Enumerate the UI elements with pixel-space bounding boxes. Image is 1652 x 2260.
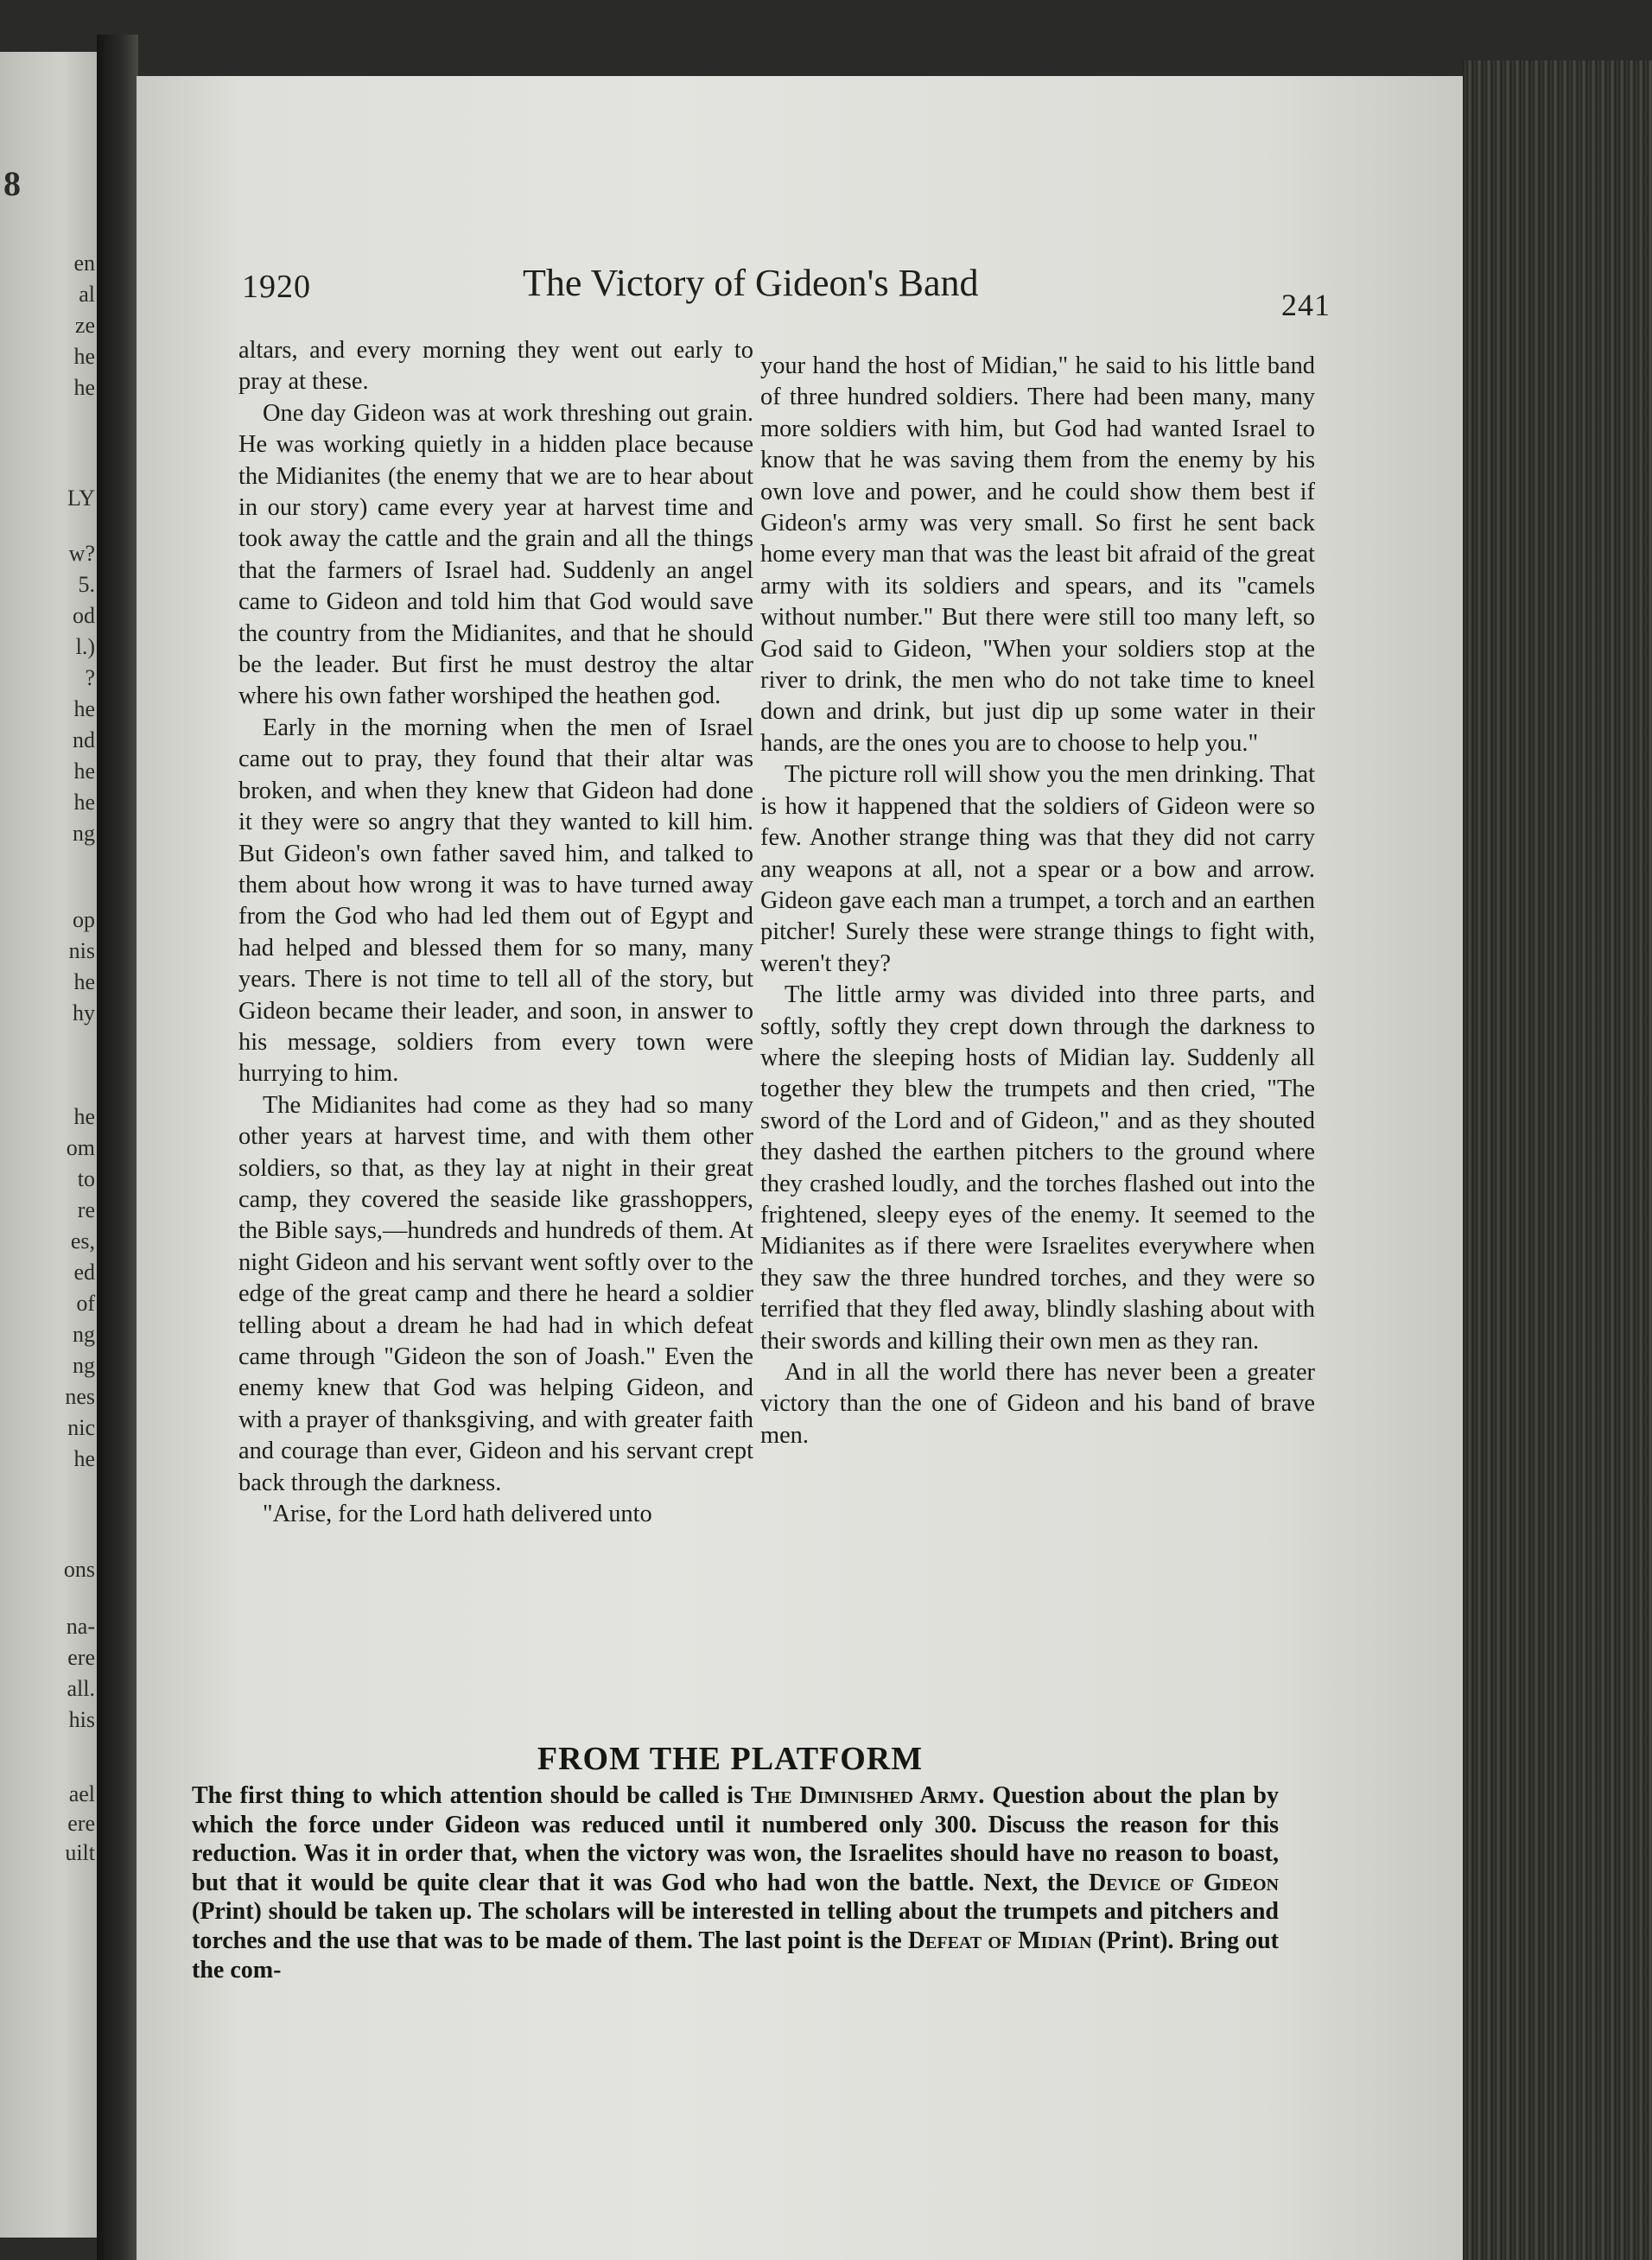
platform-text: (Print) should be taken up. The scholars will be interested in telling about the trumpets and pitchers and torches and the use that was to be made of them. The last point is the (192, 1898, 1279, 1954)
platform-text: The first thing to which attention should be called is (192, 1782, 751, 1809)
facing-page-fragment: od (73, 603, 95, 628)
facing-page-fragment: uilt (65, 1840, 95, 1865)
facing-page-fragment: of (76, 1291, 95, 1316)
small-caps-term: Defeat of Midian (907, 1927, 1092, 1954)
platform-text: (Print). Bring out the com- (192, 1927, 1280, 1984)
facing-page-fragment: nd (73, 727, 95, 752)
facing-page-fragment: om (66, 1135, 95, 1160)
facing-page-fragment: ng (73, 821, 95, 846)
facing-page-fragment: en (73, 251, 95, 276)
facing-page-fragment: he (73, 1446, 95, 1471)
facing-page-fragment: na- (66, 1614, 95, 1639)
facing-page-fragment: his (68, 1707, 95, 1732)
small-caps-term: The Diminished Army. (750, 1782, 985, 1809)
facing-page-fragment: ere (67, 1811, 95, 1836)
small-caps-term: Device of Gideon (1088, 1869, 1279, 1896)
facing-page-fragment: ng (73, 1353, 95, 1378)
facing-page-fragment: he (73, 759, 95, 784)
header-year: 1920 (242, 269, 311, 305)
facing-page-fragment: es, (70, 1228, 95, 1254)
facing-page-fragment: re (77, 1197, 95, 1222)
platform-paragraph (192, 1781, 1279, 1984)
facing-page-fragment: hy (73, 1000, 95, 1025)
facing-page-fragment: ere (67, 1645, 95, 1670)
facing-page-fragment: nes (65, 1384, 95, 1409)
header-title: The Victory of Gideon's Band (523, 262, 979, 304)
paragraph: One day Gideon was at work threshing out grain. He was working quietly in a hidden place because the Midianites (the enemy that we are to hear about in our story) came every year at harvest time and took away the cattle and the grain and all the things that the farmers of Israel had. Suddenly an angel came to Gideon and told him that God would save the country from the Midianites, and that he should be the leader. But first he must destroy the altar where his own father worshiped the heathen god. (238, 399, 753, 710)
facing-page-fragment: all. (67, 1676, 95, 1701)
facing-page-fragment: ? (85, 665, 95, 690)
facing-page-fragment: w? (68, 541, 95, 566)
facing-page-fragment: 5. (78, 572, 95, 597)
paragraph: And in all the world there has never been a greater victory than the one of Gideon and his band of brave men. (760, 1359, 1315, 1449)
paragraph: The little army was divided into three parts, and softly, softly they crept down through the darkness to where the sleeping hosts of Midian lay. Suddenly all together they blew the trumpets and then cried, "The sword of the Lord and of Gideon," and as they shouted they dashed the earthen pitchers to the ground where they crashed loudly, and the torches flashed out into the frightened, sleepy eyes of the enemy. It seemed to the Midianites as if there were Israelites everywhere when they saw the three hundred torches, and they were so terrified that they fled away, blindly slashing about with their swords and killing their own men as they ran. (760, 981, 1315, 1355)
page-edges (1463, 60, 1652, 2260)
facing-page-fragment: 8 (3, 164, 21, 203)
facing-page-fragment: al (79, 282, 95, 307)
paragraph: altars, and every morning they went out early to pray at these. (238, 337, 753, 396)
facing-page-fragment: op (73, 907, 95, 932)
paragraph: "Arise, for the Lord hath delivered unto (263, 1501, 652, 1528)
facing-page-fragment: LY (67, 486, 95, 511)
book-gutter (97, 35, 138, 2260)
section-heading: FROM THE PLATFORM (537, 1741, 924, 1777)
facing-page-fragment: l.) (75, 634, 95, 659)
facing-page-fragment: he (73, 375, 95, 400)
facing-page-fragment: ed (73, 1260, 95, 1285)
running-header (242, 259, 1331, 322)
page-number: 241 (1281, 288, 1331, 322)
facing-page-fragment: nic (67, 1415, 95, 1440)
facing-page-fragment: ael (68, 1781, 95, 1806)
facing-page-fragment: nis (68, 938, 95, 963)
facing-page-fragment: he (73, 1104, 95, 1129)
facing-page-fragment: ng (73, 1322, 95, 1347)
facing-page-fragment: ze (74, 313, 95, 338)
left-column (238, 335, 753, 1530)
paragraph: Early in the morning when the men of Israel came out to pray, they found that their altar was broken, and when they knew that Gideon had done it they were so angry that they wanted to kill him. But Gideon's own father saved him, and talked to them about how wrong it was to have turned away from the God who had led them out of Egypt and had helped and blessed them for so many, many years. There is not time to tell all of the story, but Gideon became their leader, and soon, in answer to his message, soldiers from every town were hurrying to him. (238, 714, 753, 1088)
right-column (760, 351, 1315, 1451)
facing-page-fragment: he (73, 790, 95, 815)
paragraph: The Midianites had come as they had so many other years at harvest time, and with them other soldiers, so that, as they lay at night in their great camp, they covered the seaside like grasshoppers, the Bible says,—hundreds and hundreds of them. At night Gideon and his servant went softly over to the edge of the great camp and there he heard a soldier telling about a dream he had had in which defeat came through "Gideon the son of Joash." Even the enemy knew that God was helping Gideon, and with a prayer of thanksgiving, and with greater faith and courage than ever, Gideon and his servant crept back through the darkness. (238, 1091, 753, 1496)
facing-page-fragment: he (73, 696, 95, 721)
facing-page-fragment: he (73, 344, 95, 369)
facing-page-fragment: he (73, 969, 95, 994)
facing-page-edge (0, 52, 102, 2238)
facing-page-fragment: ons (63, 1557, 95, 1582)
platform-text: Question about the plan by which the force under Gideon was reduced until it numbered only 300. Discuss the reason for this reduction. Was it in order that, when the victory was won, the Israelites should have no reason to boast, but that it would be quite clear that it was God who had won the battle. Next, the (192, 1782, 1280, 1896)
paragraph: The picture roll will show you the men drinking. That is how it happened that the soldiers of Gideon were so few. Another strange thing was that they did not carry any weapons at all, not a spear or a bow and arrow. Gideon gave each man a trumpet, a torch and an earthen pitcher! Surely these were strange things to fight with, weren't they? (760, 761, 1315, 977)
paragraph: your hand the host of Midian," he said to his little band of three hundred soldiers. There had been many, many more soldiers with him, but God had wanted Israel to know that he was saving them from the enemy by his own love and power, and he could show them best if Gideon's army was very small. So first he sent back home every man that was the least bit afraid of the great army with its soldiers and spears, and its "camels without number." But there were still too many left, so God said to Gideon, "When your soldiers stop at the river to drink, the men who do not take time to kneel down and drink, but just dip up some water in their hands, are the ones you are to choose to help you." (760, 352, 1315, 757)
facing-page-fragment: to (77, 1166, 95, 1191)
